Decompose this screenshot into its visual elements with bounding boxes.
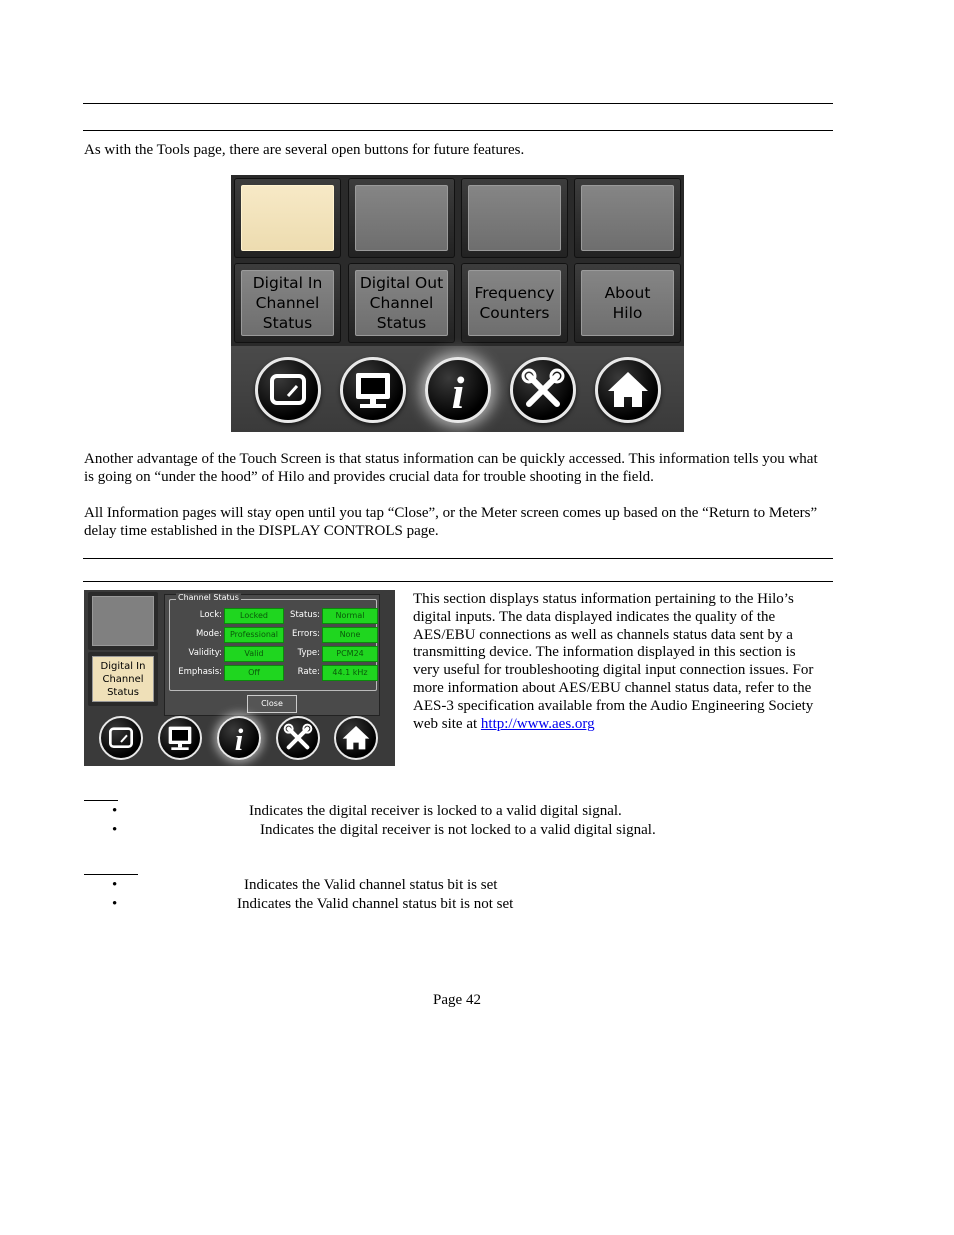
type-value: PCM24: [322, 646, 378, 662]
channel-status-title: Channel Status: [178, 593, 239, 602]
errors-value: None: [322, 627, 378, 643]
section-rule-bottom: [83, 581, 833, 582]
lock-label: Lock:: [199, 610, 222, 620]
aes-link[interactable]: http://www.aes.org: [480, 715, 595, 732]
emphasis-value: Off: [224, 665, 284, 681]
home-icon[interactable]: [334, 716, 378, 760]
section-description: This section displays status information pertaining to the Hilo’s digital inputs. The data displayed indicates the quality of the AES/EBU connections as well as channels status data sent by a transmitting device. The information displayed in this section is very useful for troubleshooting digital input connection issues. For more information about AES/EBU channel status data, refer to the AES-3 specification available from the Audio Engineering Society web site at http://www.aes.org: [413, 591, 814, 732]
bullet-icon: •: [112, 822, 118, 838]
information-pages-paragraph: All Information pages will stay open until you tap “Close”, or the Meter screen comes up based on the “Return to Meters” delay time established in the DISPLAY CONTROLS page.: [84, 505, 818, 539]
bullet-icon: •: [112, 896, 118, 912]
status-value: Normal: [322, 608, 378, 624]
meter-icon[interactable]: [255, 357, 321, 423]
channel-status-panel: [164, 594, 380, 716]
nav-dock: [231, 346, 684, 432]
mode-value: Professional: [224, 627, 284, 643]
frequency-counters-button[interactable]: Frequency Counters: [461, 263, 568, 343]
errors-label: Errors:: [291, 629, 320, 639]
digital-in-channel-status-button[interactable]: Digital In Channel Status: [234, 263, 341, 343]
channel-status-screenshot: [84, 590, 395, 766]
info-icon[interactable]: [425, 357, 491, 423]
home-icon[interactable]: [595, 357, 661, 423]
open-button-2[interactable]: [348, 178, 455, 258]
display-icon[interactable]: [340, 357, 406, 423]
lock-underline: [84, 800, 118, 801]
intro-paragraph: As with the Tools page, there are several open buttons for future features.: [84, 142, 525, 158]
tools-icon[interactable]: [510, 357, 576, 423]
tools-icon[interactable]: [276, 716, 320, 760]
svg-text:i: i: [451, 367, 465, 418]
emphasis-label: Emphasis:: [178, 667, 222, 677]
header-rule-top: [83, 103, 833, 104]
validity-bullet-1: Indicates the Valid channel status bit is set: [244, 877, 498, 893]
advantage-paragraph: Another advantage of the Touch Screen is that status information can be quickly accessed. This information tells you what is going on “under the hood” of Hilo and provides crucial data for trouble shooting in the field.: [84, 451, 818, 485]
digital-in-channel-status-mini-button[interactable]: Digital In Channel Status: [88, 652, 158, 706]
open-button-3[interactable]: [461, 178, 568, 258]
channel-status-group: [169, 593, 377, 691]
meter-icon[interactable]: [99, 716, 143, 760]
display-icon[interactable]: [158, 716, 202, 760]
lock-bullet-1: Indicates the digital receiver is locked to a valid digital signal.: [249, 803, 622, 819]
about-hilo-button[interactable]: About Hilo: [574, 263, 681, 343]
type-label: Type:: [297, 648, 320, 658]
lock-value: Locked: [224, 608, 284, 624]
validity-label: Validity:: [188, 648, 222, 658]
bullet-icon: •: [112, 877, 118, 893]
mode-label: Mode:: [195, 629, 222, 639]
info-icon[interactable]: [217, 716, 261, 760]
validity-value: Valid: [224, 646, 284, 662]
bullet-icon: •: [112, 803, 118, 819]
header-rule-bottom: [83, 130, 833, 131]
open-button-mini[interactable]: [88, 592, 158, 650]
status-label: Status:: [290, 610, 320, 620]
page-number: Page 42: [433, 992, 481, 1008]
info-page-screenshot: [231, 175, 684, 432]
digital-out-channel-status-button[interactable]: Digital Out Channel Status: [348, 263, 455, 343]
open-button-4[interactable]: [574, 178, 681, 258]
validity-underline: [84, 874, 138, 875]
validity-bullet-2: Indicates the Valid channel status bit is not set: [237, 896, 514, 912]
section-rule-top: [83, 558, 833, 559]
rate-value: 44.1 kHz: [322, 665, 378, 681]
close-button[interactable]: Close: [247, 695, 297, 713]
svg-text:i: i: [234, 723, 244, 757]
lock-bullet-2: Indicates the digital receiver is not locked to a valid digital signal.: [260, 822, 656, 838]
rate-label: Rate:: [297, 667, 320, 677]
open-button-1[interactable]: [234, 178, 341, 258]
